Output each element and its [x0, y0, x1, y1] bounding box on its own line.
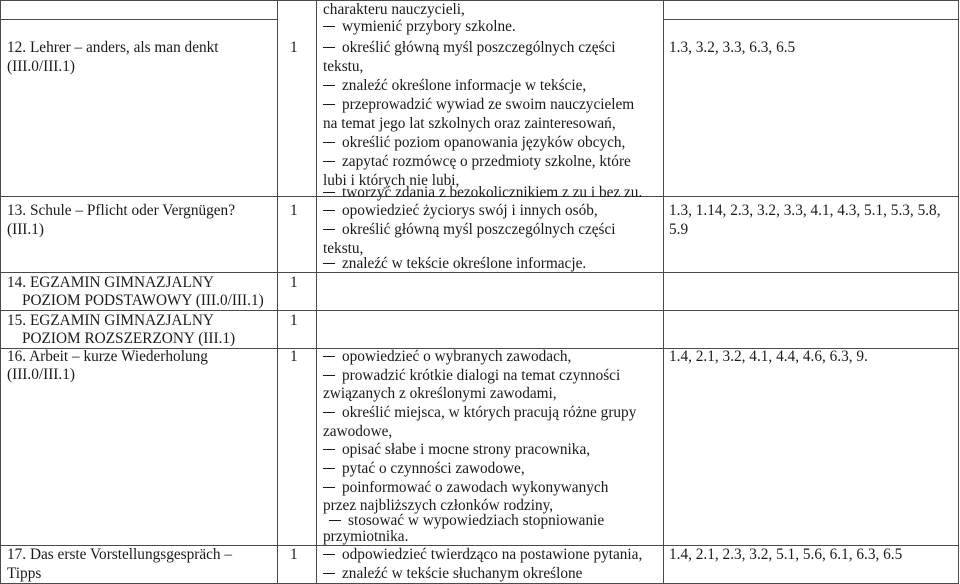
hours-cell: 1 — [290, 312, 298, 329]
table-border — [0, 0, 959, 1]
refs-cell: 1.4, 2.1, 2.3, 3.2, 5.1, 5.6, 6.1, 6.3, 6.5 — [669, 546, 903, 563]
skill-item: przymiotnika. — [323, 528, 409, 545]
table-border — [316, 0, 317, 584]
refs-cell: 1.3, 1.14, 2.3, 3.2, 3.3, 4.1, 4.3, 5.1, 5.3, 5.8, — [669, 202, 941, 219]
table-border — [0, 0, 1, 584]
skill-item: określić główną myśl poszczególnych części — [323, 38, 616, 57]
skill-item: na temat jego lat szkolnych oraz zainteresowań, — [323, 115, 616, 132]
skill-item: znaleźć w tekście słuchanym określone — [323, 564, 582, 583]
topic-cell: 12. Lehrer – anders, als man denkt — [7, 39, 219, 56]
skill-item: zapytać rozmówcę o przedmioty szkolne, które — [323, 152, 631, 171]
skill-item: tekstu, — [323, 58, 364, 75]
topic-cell: Tipps — [7, 565, 42, 582]
table-border — [277, 0, 278, 584]
topic-cell: (III.0/III.1) — [7, 366, 75, 383]
topic-cell: POZIOM ROZSZERZONY (III.1) — [22, 330, 236, 347]
refs-cell: 5.9 — [669, 221, 689, 238]
skill-item: znaleźć w tekście określone informacje. — [323, 254, 586, 273]
topic-cell: POZIOM PODSTAWOWY (III.0/III.1) — [22, 292, 264, 309]
skill-item: charakteru nauczycieli, — [323, 1, 465, 18]
skill-item: znaleźć określone informacje w tekście, — [323, 76, 586, 95]
topic-cell: 16. Arbeit – kurze Wiederholung — [7, 348, 208, 365]
skill-item: odpowiedzieć twierdząco na postawione pytania, — [323, 545, 642, 564]
topic-cell: (III.0/III.1) — [7, 58, 75, 75]
topic-cell: 17. Das erste Vorstellungsgespräch – — [7, 546, 233, 563]
skill-item: pytać o czynności zawodowe, — [323, 459, 525, 478]
skill-item: przeprowadzić wywiad ze swoim nauczycielem — [323, 95, 634, 114]
skill-item: określić główną myśl poszczególnych części — [323, 220, 616, 239]
table-border — [663, 0, 664, 584]
topic-cell: (III.1) — [7, 221, 44, 238]
refs-cell: 1.3, 3.2, 3.3, 6.3, 6.5 — [669, 39, 796, 56]
hours-cell: 1 — [290, 202, 298, 219]
skill-item: wymienić przybory szkolne. — [323, 17, 516, 36]
refs-cell: 1.4, 2.1, 3.2, 4.1, 4.4, 4.6, 6.3, 9. — [669, 348, 868, 365]
skill-item: określić miejsca, w których pracują różne grupy — [323, 403, 636, 422]
skill-item: poinformować o zawodach wykonywanych — [323, 478, 608, 497]
skill-item: przez najbliższych członków rodziny, — [323, 497, 554, 514]
skill-item: tworzyć zdania z bezokolicznikiem z zu i bez zu. — [323, 183, 642, 202]
skill-item: określić poziom opanowania języków obcych, — [323, 133, 625, 152]
topic-cell: 13. Schule – Pflicht oder Vergnügen? — [7, 202, 235, 219]
table-border — [958, 0, 959, 584]
skill-item: opowiedzieć o wybranych zawodach, — [323, 347, 571, 366]
topic-cell: 15. EGZAMIN GIMNAZJALNY — [7, 312, 214, 329]
hours-cell: 1 — [290, 39, 298, 56]
skill-item: prowadzić krótkie dialogi na temat czynności — [323, 366, 620, 385]
skill-item: tekstu, — [323, 240, 364, 257]
topic-cell: 14. EGZAMIN GIMNAZJALNY — [7, 274, 214, 291]
skill-item: lubi i których nie lubi, — [323, 172, 460, 189]
hours-cell: 1 — [290, 348, 298, 365]
hours-cell: 1 — [290, 546, 298, 563]
hours-cell: 1 — [290, 274, 298, 291]
table-border — [0, 19, 277, 20]
skill-item: opisać słabe i mocne strony pracownika, — [323, 440, 590, 459]
skill-item: zawodowe, — [323, 423, 393, 440]
skill-item: opowiedzieć życiorys swój i innych osób, — [323, 201, 598, 220]
table-border — [663, 19, 959, 20]
skill-item: stosować w wypowiedziach stopniowanie — [323, 511, 604, 530]
skill-item: związanych z określonymi zawodami, — [323, 385, 557, 402]
